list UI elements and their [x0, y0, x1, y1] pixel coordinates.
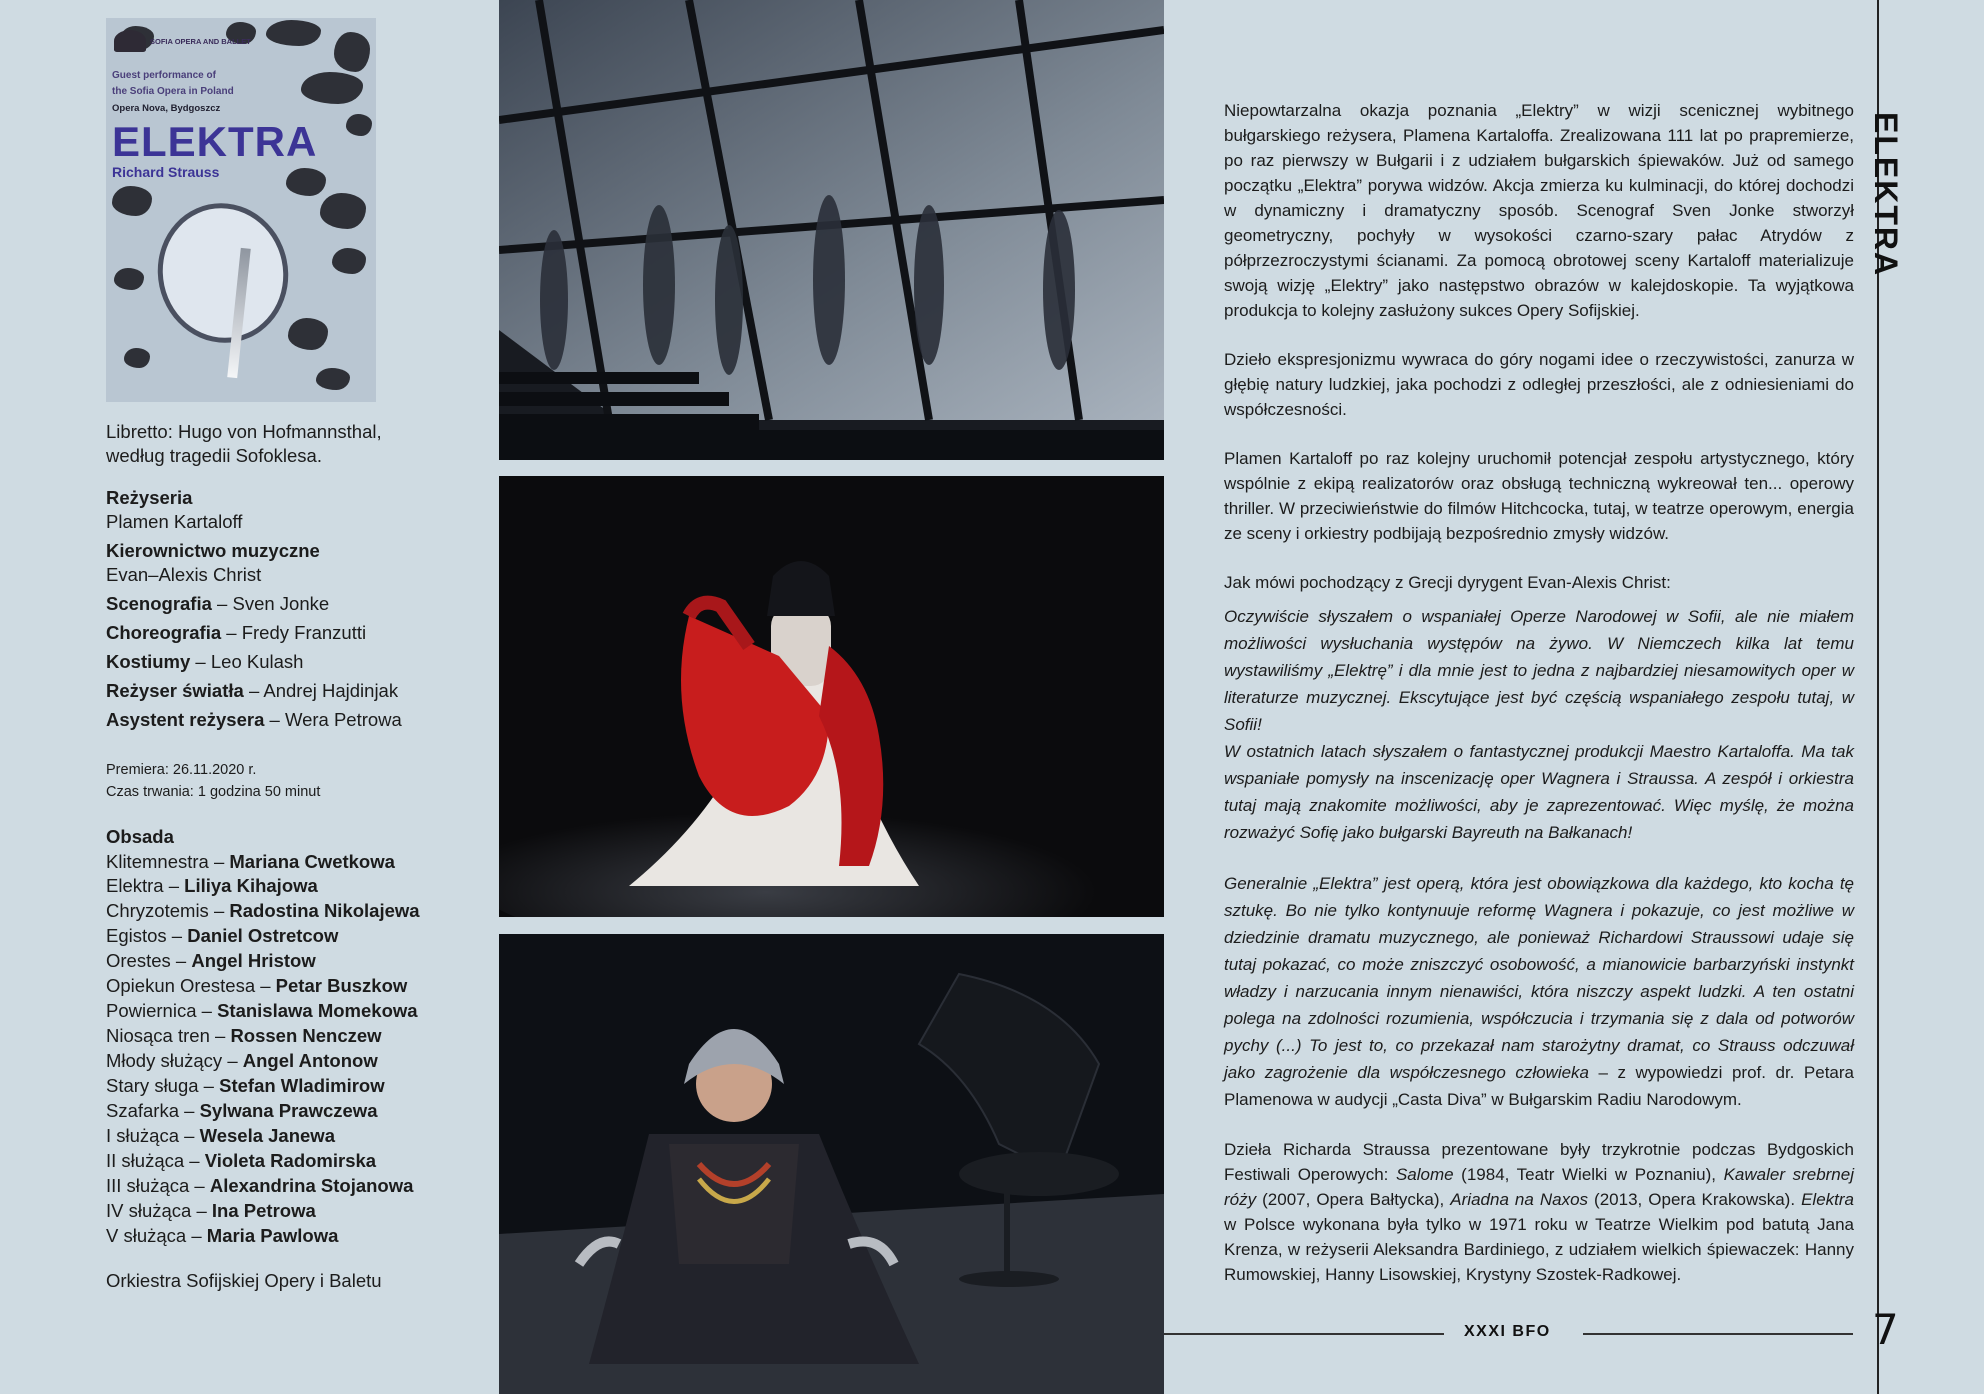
- article-quote: W ostatnich latach słyszałem o fantastycznej produkcji Maestro Kartaloffa. Ma tak wspaniałe pomysły na inscenizację oper Wagnera i Straussa. A zespół i orkiestra tutaj mają znakomite możliwości, aby je zaprezentować. Więc myślę, że można rozważyć Sofię jako bułgarski Bayreuth na Bałkanach!: [1224, 742, 1854, 842]
- credit-direction: Reżyseria Plamen Kartaloff: [106, 487, 243, 533]
- cast-row: [106, 1199, 436, 1224]
- premiere-date: Premiera: 26.11.2020 r.: [106, 761, 257, 778]
- footer-rule-right: [1583, 1333, 1853, 1335]
- cast-role: Opiekun Orestesa –: [106, 975, 276, 997]
- cast-row: [106, 999, 436, 1024]
- cast-singer: Alexandrina Stojanowa: [209, 1175, 414, 1197]
- cast-singer: Violeta Radomirska: [204, 1150, 377, 1172]
- cast-list: [106, 850, 436, 1250]
- cast-singer: Stefan Wladimirow: [219, 1075, 385, 1097]
- poster-venue: Opera Nova, Bydgoszcz: [112, 103, 221, 114]
- cast-row: [106, 899, 436, 924]
- cast-singer: Rossen Nenczew: [230, 1025, 382, 1047]
- cast-singer: Liliya Kihajowa: [184, 875, 318, 897]
- cast-role: Klitemnestra –: [106, 850, 230, 872]
- libretto: Libretto: Hugo von Hofmannsthal, według tragedii Sofoklesa.: [106, 421, 382, 467]
- duration: Czas trwania: 1 godzina 50 minut: [106, 783, 321, 800]
- cast-row: [106, 974, 436, 999]
- cast-role: Powiernica –: [106, 1000, 218, 1022]
- performance-info: [106, 759, 436, 804]
- cast-role: V służąca –: [106, 1225, 207, 1247]
- article-paragraph: Niepowtarzalna okazja poznania „Elektry” w wizji scenicznej wybitnego bułgarskiego reżysera, Plamena Kartaloffa. Zrealizowana 111 lat po prapremierze, po raz pierwszy w Bułgarii i z udziałem bułgarskich śpiewaków. Już od samego początku „Elektra” porywa widzów. Akcja zmierza ku kulminacji, do której dochodzi w dynamiczny i dramatyczny sposób. Scenograf Sven Jonke stworzył geometryczny, pochyły w wysokości czarno-szary pałac Atrydów z półprzezroczystymi ścianami. Za pomocą obrotowej sceny Kartaloff materializuje swoją wizję „Elektry” jako następstwo obrazów w kalejdoskopie. Ta wyjątkowa produkcja to kolejny zasłużony sukces Opery Sofijskiej.: [1224, 101, 1854, 320]
- cast-heading: Obsada: [106, 826, 174, 848]
- cast-row: [106, 1124, 436, 1149]
- cast-singer: Radostina Nikolajewa: [229, 900, 420, 922]
- article: [1224, 98, 1854, 1311]
- cast-singer: Ina Petrowa: [211, 1200, 316, 1222]
- cast-role: Orestes –: [106, 950, 192, 972]
- cast-singer: Sylwana Prawczewa: [199, 1100, 378, 1122]
- article-paragraph: Dzieła Richarda Straussa prezentowane były trzykrotnie podczas Bydgoskich Festiwali Operowych: Salome (1984, Teatr Wielki w Poznaniu), Kawaler srebrnej róży (2007, Opera Bałtycka), Ariadna na Naxos (2013, Opera Krakowska). Elektra w Polsce wykonana była tylko w 1971 roku w Teatrze Wielkim pod batutą Jana Krenza, w reżyserii Aleksandra Bardiniego, z udziałem wielkich śpiewaczek: Hanny Rumowskiej, Hanny Lisowskiej, Krystyny Szostek-Radkowej.: [1224, 1140, 1855, 1284]
- cast-role: II służąca –: [106, 1150, 205, 1172]
- credit-music-direction: Kierownictwo muzyczne Evan–Alexis Christ: [106, 540, 320, 586]
- cast-singer: Stanislawa Momekowa: [217, 1000, 418, 1022]
- cast-row: [106, 1099, 436, 1124]
- cast-role: Stary sługa –: [106, 1075, 220, 1097]
- article-paragraph: Dzieło ekspresjonizmu wywraca do góry nogami idee o rzeczywistości, zanurza w głębię natury ludzkiej, jaka pochodzi z odległej przeszłości, ale z odniesieniami do współczesności.: [1224, 350, 1854, 419]
- vertical-title: ELEKTRA: [1868, 112, 1904, 278]
- credit-row: Kostiumy – Leo Kulash: [106, 651, 304, 673]
- credit-row: Scenografia – Sven Jonke: [106, 593, 330, 615]
- credit-row: Choreografia – Fredy Franzutti: [106, 622, 367, 644]
- cast-row: [106, 1074, 436, 1099]
- cast-singer: Angel Hristow: [191, 950, 316, 972]
- cast-row: [106, 1224, 436, 1249]
- stage-photo-klitemnestra: [499, 934, 1164, 1394]
- cast-row: [106, 874, 436, 899]
- cast-role: Elektra –: [106, 875, 185, 897]
- cast-row: [106, 850, 436, 875]
- footer-label: XXXI BFO: [1464, 1323, 1551, 1340]
- cast-role: Niosąca tren –: [106, 1025, 231, 1047]
- cast-row: [106, 1149, 436, 1174]
- cast-role: IV służąca –: [106, 1200, 212, 1222]
- page-number: 7: [1872, 1305, 1899, 1354]
- credit-row: Asystent reżysera – Wera Petrowa: [106, 709, 402, 731]
- cast-row: [106, 1049, 436, 1074]
- cast-role: Egistos –: [106, 925, 188, 947]
- poster-composer: Richard Strauss: [112, 164, 220, 180]
- stage-photo-elektra: [499, 476, 1164, 917]
- credits-block: [106, 486, 436, 587]
- cast-singer: Maria Pawlowa: [206, 1225, 339, 1247]
- cast-role: Szafarka –: [106, 1100, 200, 1122]
- cast-role: I służąca –: [106, 1125, 200, 1147]
- poster-title: ELEKTRA: [112, 118, 318, 165]
- credit-row: Reżyser światła – Andrej Hajdinjak: [106, 680, 399, 702]
- cast-singer: Daniel Ostretcow: [187, 925, 339, 947]
- cast-row: [106, 924, 436, 949]
- cast-role: III służąca –: [106, 1175, 210, 1197]
- stage-photo-wall: [499, 0, 1164, 460]
- cast-singer: Angel Antonow: [242, 1050, 378, 1072]
- opera-crest-icon: [114, 30, 146, 52]
- cast-singer: Petar Buszkow: [275, 975, 408, 997]
- cast-row: [106, 1174, 436, 1199]
- cast-role: Chryzotemis –: [106, 900, 230, 922]
- cast-singer: Mariana Cwetkowa: [229, 850, 395, 872]
- article-paragraph: Plamen Kartaloff po raz kolejny uruchomił potencjał zespołu artystycznego, który wspólnie z ekipą realizatorów oraz obsługą techniczną wykreował ten... operowy thriller. W przeciwieństwie do filmów Hitchcocka, tutaj, w teatrze operowym, energia ze sceny i orkiestry podbijają bezpośrednio zmysły widzów.: [1224, 449, 1854, 543]
- poster-guest-text: Guest performance of the Sofia Opera in Poland: [112, 70, 234, 97]
- left-column: [106, 18, 436, 1293]
- cast-singer: Wesela Janewa: [199, 1125, 335, 1147]
- poster-image: [106, 18, 376, 402]
- cast-row: [106, 1024, 436, 1049]
- article-paragraph: Generalnie „Elektra” jest operą, która jest obowiązkowa dla każdego, kto kocha tę sztukę. Bo nie tylko kontynuuje reformę Wagnera i pokazuje, co jest możliwe w dziedzinie dramatu muzycznego, ale ponieważ Richardowi Straussowi udaje się tutaj pokazać, co może zniszczyć osobowość, a mianowicie barbarzyński instynkt władzy i narzucania innym nienawiści, która niszczy aspekt ludzki. A ten ostatni polega na zdolności rozumienia, współczucia i trzymania się z dala od potworów pychy (...) To jest to, co przekazał nam starożytny dramat, co Strauss odczuwał jako zagrożenie dla współczesnego człowieka – z wypowiedzi prof. dr. Petara Plamenowa w audycji „Casta Diva” w Bułgarskim Radiu Narodowym.: [1224, 874, 1854, 1109]
- cast-row: [106, 949, 436, 974]
- article-quote-intro: Jak mówi pochodzący z Grecji dyrygent Evan-Alexis Christ:: [1224, 573, 1671, 592]
- article-quote: Oczywiście słyszałem o wspaniałej Operze Narodowej w Sofii, ale nie miałem możliwości wysłuchania występów na żywo. W Niemczech kilka lat temu wystawiliśmy „Elektrę” i dla mnie jest to jedna z najbardziej niesamowitych oper w literaturze muzycznej. Ekscytujące jest być częścią wspaniałego zespołu tutaj, w Sofii!: [1224, 607, 1854, 734]
- footer-rule-left: [1164, 1333, 1444, 1335]
- cast-role: Młody służący –: [106, 1050, 243, 1072]
- credits-inline: [106, 592, 436, 732]
- poster-company: SOFIA OPERA AND BALLET: [150, 37, 251, 46]
- orchestra: Orkiestra Sofijskiej Opery i Baletu: [106, 1270, 382, 1291]
